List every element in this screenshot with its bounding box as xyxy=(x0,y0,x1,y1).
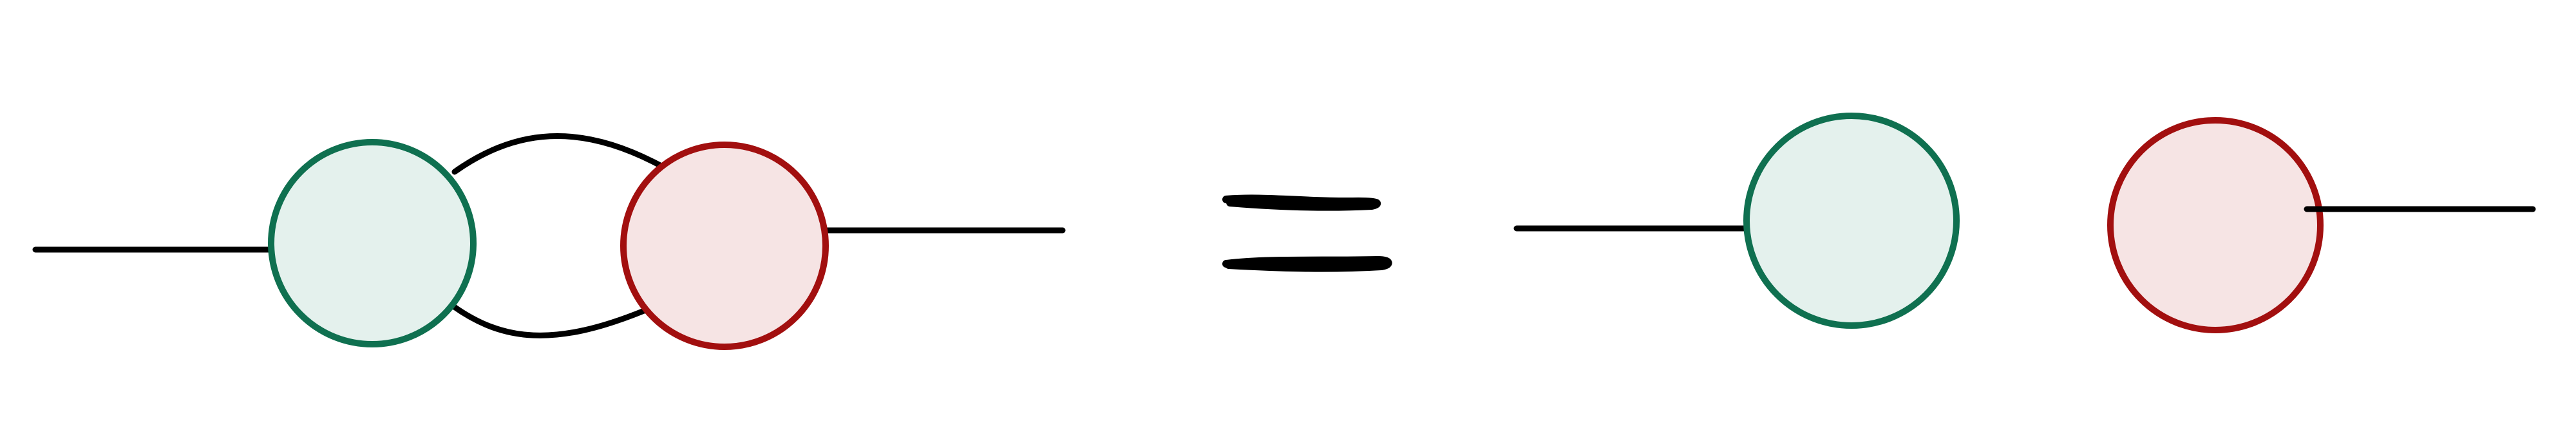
lhs-bottom-connecting-wire xyxy=(453,306,644,335)
lhs-green-spider xyxy=(271,142,473,344)
rhs-green-spider xyxy=(1747,116,1956,326)
rhs-red-spider xyxy=(2110,120,2320,330)
lhs-top-connecting-wire xyxy=(455,136,660,172)
lhs-diagram xyxy=(35,136,1063,347)
equals-top-bar xyxy=(1226,198,1377,207)
lhs-red-spider xyxy=(623,145,826,347)
equals-sign xyxy=(1226,198,1388,268)
rhs-diagram xyxy=(1517,116,2533,330)
equals-bottom-bar xyxy=(1226,260,1388,268)
